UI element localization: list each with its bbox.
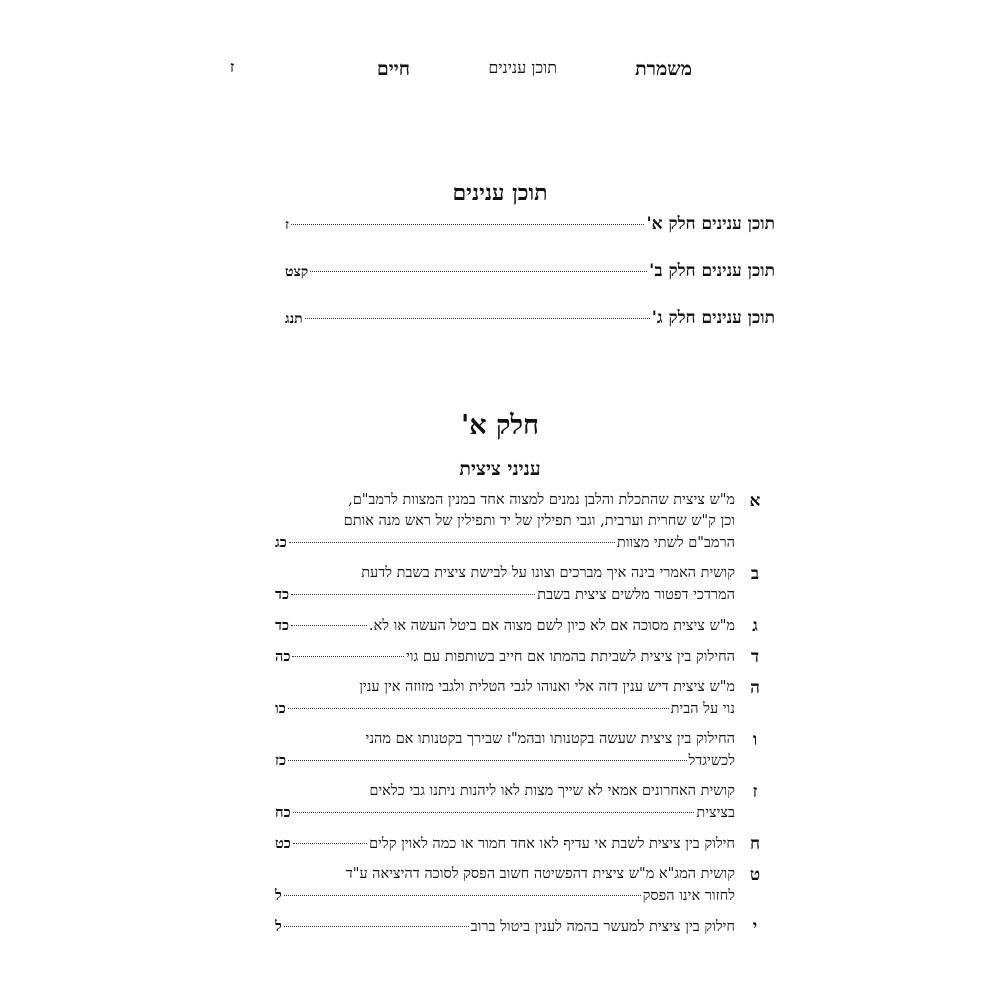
header-section-name: תוכן ענינים	[488, 58, 557, 77]
entry-page: ל	[275, 887, 282, 904]
dot-leader	[310, 271, 647, 272]
part-title: חלק א'	[460, 410, 540, 441]
entry-letter: ז	[752, 782, 758, 802]
entry-line: קושית האמרי בינה איך מברכים וצונו על לבישת ציצית בשבת לדעת	[361, 565, 735, 581]
entry-body	[275, 490, 735, 554]
entry-page: כט	[275, 835, 291, 852]
dot-leader	[292, 656, 404, 657]
dot-leader	[293, 843, 367, 844]
entry-letter: ח	[749, 834, 761, 854]
entry-final-line	[275, 532, 735, 554]
entry-body	[275, 646, 735, 668]
entry-body	[275, 615, 735, 637]
entry-final-line	[275, 646, 735, 668]
section-title: עניני ציצית	[459, 458, 541, 480]
dot-leader	[284, 895, 641, 896]
entry-body	[275, 833, 735, 855]
entry-page: כו	[275, 700, 286, 717]
toc-row-page: תנג	[285, 311, 303, 327]
entry-letter: ה	[750, 678, 760, 698]
dot-leader	[289, 542, 615, 543]
toc-row-label: תוכן ענינים חלק ג'	[651, 308, 775, 328]
toc-row	[285, 308, 775, 355]
entry-final-text: החילוק בין ציצית לשביתת בהמתו אם חייב בשותפות עם גוי	[405, 649, 735, 665]
entry-final-text: נוי על הבית	[670, 701, 735, 717]
entry-list	[275, 490, 775, 947]
entry-final-text: חילוק בין ציצית לשבת אי עדיף לאו אחד חמור או כמה לאוין קלים	[369, 836, 735, 852]
entry-line: קושית האחרונים אמאי לא שייך מצות לאו ליהנות ניתנו גבי כלאים	[369, 783, 735, 799]
dot-leader	[291, 594, 535, 595]
entry-body	[275, 864, 735, 907]
entry-letter: י	[752, 917, 758, 937]
entry-page: כד	[275, 617, 290, 634]
header-book-title-second: חיים	[376, 58, 410, 80]
toc-row-label: תוכן ענינים חלק ב'	[649, 261, 775, 281]
entry-item	[275, 781, 775, 824]
entry-final-text: מ"ש ציצית מסוכה אם לא כיון לשם מצוה אם ביטל העשה או לא.	[368, 618, 735, 634]
entry-item	[275, 563, 775, 606]
entry-item	[275, 490, 775, 554]
entry-line: וכן ק"ש שחרית וערבית, וגבי תפילין של יד ותפילין של ראש מנה אותם	[343, 513, 735, 529]
entry-body	[275, 729, 735, 772]
entry-page: כג	[275, 534, 287, 551]
toc-title: תוכן ענינים	[452, 180, 548, 206]
dot-leader	[288, 760, 686, 761]
running-header	[230, 58, 692, 88]
entry-page: כה	[275, 648, 291, 665]
entry-line: החילוק בין ציצית שעשה בקטנותו ובהמ"ז שבירך בקטנותו אם מהני	[365, 731, 735, 747]
toc-row-page: ז	[285, 217, 289, 233]
entry-final-line	[275, 916, 735, 938]
entry-final-text: לכשיגדל	[688, 753, 735, 769]
entry-item	[275, 833, 775, 855]
entry-page: כז	[275, 752, 287, 769]
toc-list	[285, 214, 775, 355]
entry-final-text: המרדכי דפטור מלשים ציצית בשבת	[537, 587, 735, 603]
entry-final-text: בציצית	[696, 805, 735, 821]
dot-leader	[284, 926, 469, 927]
dot-leader	[291, 625, 367, 626]
entry-body	[275, 781, 735, 824]
dot-leader	[305, 318, 650, 319]
entry-letter: א	[749, 491, 761, 511]
entry-final-text: לחזור אינו הפסק	[642, 888, 735, 904]
dot-leader	[293, 812, 695, 813]
header-book-title-first: משמרת	[635, 58, 692, 80]
entry-page: ל	[275, 918, 282, 935]
entry-page: כח	[275, 804, 291, 821]
entry-item	[275, 864, 775, 907]
entry-page: כד	[275, 586, 290, 603]
entry-body	[275, 563, 735, 606]
entry-letter: ב	[750, 564, 760, 584]
entry-line: מ"ש ציצית דיש ענין דזה אלי ואנוהו לגבי הטלית ולגבי מזוזה אין ענין	[359, 679, 735, 695]
entry-final-text: הרמב"ם לשתי מצוות	[616, 535, 735, 551]
toc-row-label: תוכן ענינים חלק א'	[646, 214, 775, 234]
entry-body	[275, 916, 735, 938]
entry-letter: ד	[750, 647, 760, 667]
entry-final-line	[275, 833, 735, 855]
entry-final-line	[275, 615, 735, 637]
entry-final-line	[275, 584, 735, 606]
entry-letter: ג	[752, 616, 758, 636]
header-page-number: ז	[230, 58, 235, 76]
entry-final-line	[275, 885, 735, 907]
toc-row	[285, 261, 775, 308]
entry-final-line	[275, 698, 735, 720]
entry-line: קושית המג"א מ"ש ציצית דהפשיטה חשוב הפסק לסוכה דהיציאה ע"ד	[345, 866, 735, 882]
entry-final-text: חילוק בין ציצית למעשר בהמה לענין ביטול ברוב	[470, 919, 735, 935]
entry-item	[275, 646, 775, 668]
entry-body	[275, 677, 735, 720]
entry-item	[275, 729, 775, 772]
toc-row-page: קצט	[285, 264, 309, 280]
entry-letter: ו	[752, 730, 758, 750]
dot-leader	[288, 708, 669, 709]
entry-item	[275, 916, 775, 938]
entry-line: מ"ש ציצית שהתכלת והלבן נמנים למצוה אחד במנין המצוות לרמב"ם,	[348, 492, 735, 508]
entry-final-line	[275, 802, 735, 824]
entry-final-line	[275, 750, 735, 772]
entry-item	[275, 615, 775, 637]
entry-item	[275, 677, 775, 720]
dot-leader	[291, 224, 645, 225]
toc-row	[285, 214, 775, 261]
entry-letter: ט	[749, 865, 761, 885]
